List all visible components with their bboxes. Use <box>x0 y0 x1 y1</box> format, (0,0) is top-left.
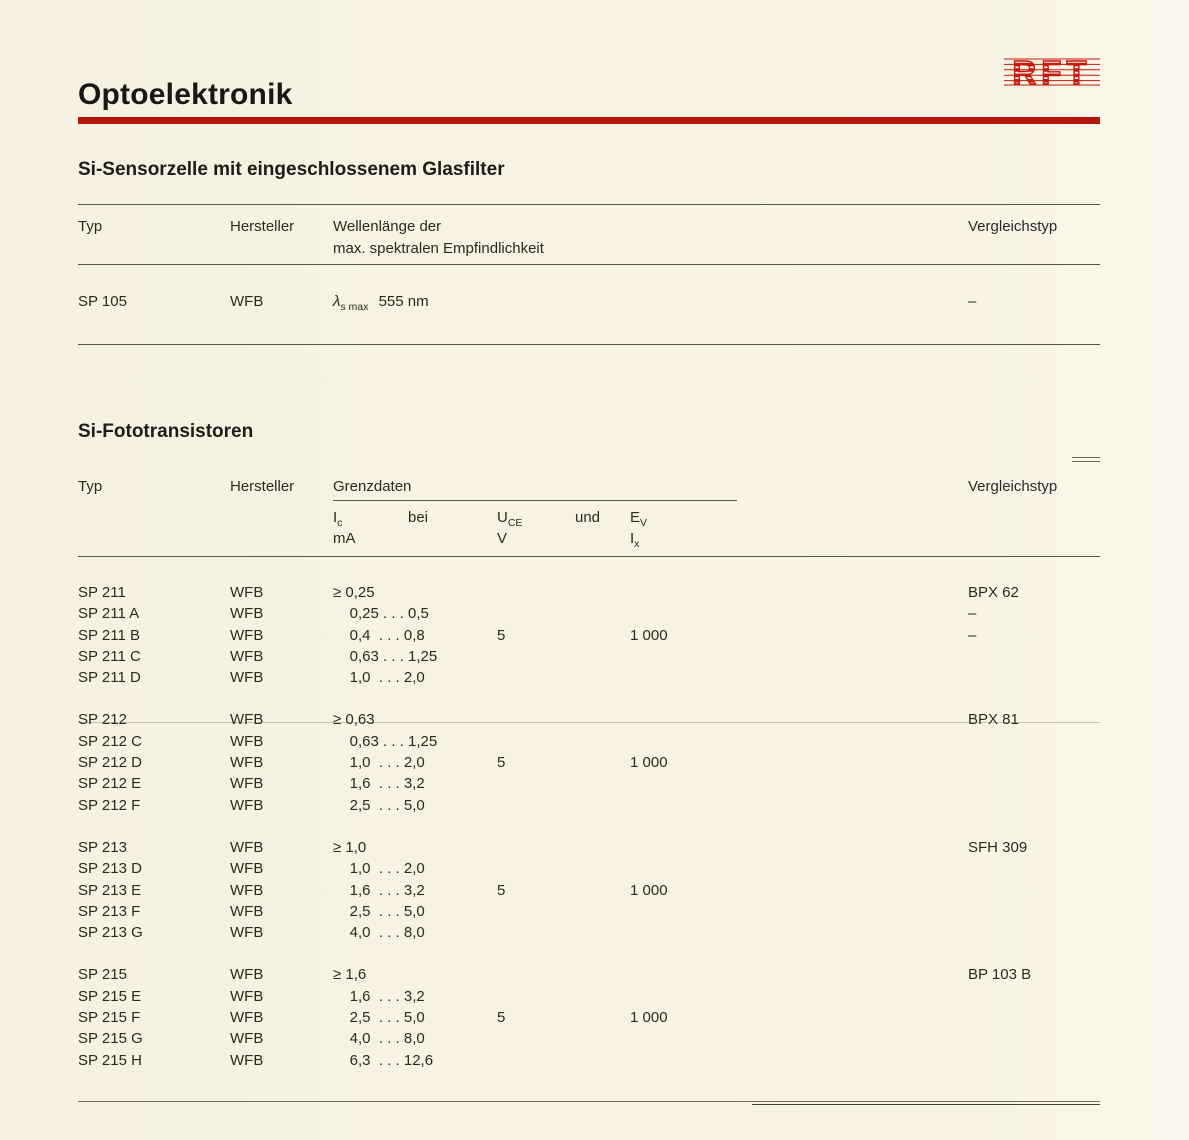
cell-ev <box>630 646 968 667</box>
cell-uce <box>497 837 630 858</box>
cell-ev <box>630 603 968 624</box>
cell-typ: SP 213 G <box>78 924 143 942</box>
cell-ev <box>630 922 968 943</box>
cell-typ: SP 212 <box>78 711 127 729</box>
cell-typ: SP 215 <box>78 966 127 984</box>
cell-vgl: – <box>968 626 977 644</box>
cell-ic: 2,5 . . . 5,0 <box>333 1009 425 1027</box>
cell-uce <box>497 901 630 922</box>
cell-vgl <box>968 1007 1100 1028</box>
table2-header-vergleichstyp: Vergleichstyp <box>968 478 1058 495</box>
cell-typ: SP 215 E <box>78 987 142 1005</box>
cell-typ: SP 211 <box>78 584 126 601</box>
cell-hersteller: WFB <box>230 711 264 729</box>
rft-logo-text: RFT <box>1012 54 1092 91</box>
table-row <box>78 582 1100 603</box>
cell-ic: 2,5 . . . 5,0 <box>333 902 425 920</box>
fototransistor-rows <box>78 582 1100 1092</box>
table-row <box>78 922 1100 943</box>
table1-top-rule <box>78 204 1100 205</box>
subheader-ev: $E_V$ <box>630 509 648 529</box>
cell-ic: 4,0 . . . 8,0 <box>333 1030 425 1048</box>
cell-ic: 0,63 . . . 1,25 <box>333 647 438 665</box>
table2-header-hersteller: Hersteller <box>230 478 295 495</box>
table-row <box>78 880 1100 901</box>
table2-header-grenzdaten: Grenzdaten <box>333 478 412 495</box>
cell-uce <box>497 582 630 603</box>
cell-ev <box>630 773 968 794</box>
cell-uce <box>497 964 630 985</box>
table1-row-wellenlaenge <box>333 293 429 313</box>
cell-hersteller: WFB <box>230 775 264 793</box>
cell-uce <box>497 731 630 752</box>
table-row <box>78 901 1100 922</box>
subheader-uce: $U_{CE}$ <box>497 509 523 529</box>
title-rule <box>78 117 1100 124</box>
cell-ev <box>630 858 968 879</box>
table1-header-vergleichstyp: Vergleichstyp <box>968 218 1058 235</box>
cell-typ: SP 213 D <box>78 860 142 878</box>
cell-hersteller: WFB <box>230 626 264 644</box>
cell-uce: 5 <box>497 1009 506 1027</box>
row-group <box>78 964 1100 1070</box>
cell-hersteller: WFB <box>230 881 264 899</box>
table1-header-hersteller: Hersteller <box>230 218 295 235</box>
cell-hersteller: WFB <box>230 732 264 750</box>
cell-ev <box>630 1028 968 1049</box>
cell-vgl <box>968 986 1100 1007</box>
cell-hersteller: WFB <box>230 647 264 665</box>
table-row <box>78 1028 1100 1049</box>
cell-vgl <box>968 858 1100 879</box>
cell-vgl: BPX 81 <box>968 711 1019 729</box>
cell-hersteller: WFB <box>230 902 264 920</box>
cell-vgl <box>968 752 1100 773</box>
section1-heading: Si-Sensorzelle mit eingeschlossenem Glasfilter <box>78 159 505 180</box>
cell-hersteller: WFB <box>230 966 264 984</box>
cell-ev <box>630 709 968 730</box>
cell-ev <box>630 986 968 1007</box>
table1-bottom-rule <box>78 344 1100 345</box>
cell-uce <box>497 773 630 794</box>
cell-ev: 1 000 <box>630 881 668 899</box>
cell-uce: 5 <box>497 754 506 772</box>
cell-ev: 1 000 <box>630 1009 668 1027</box>
lambda-symbol: λ <box>333 293 341 310</box>
table-row <box>78 986 1100 1007</box>
subheader-unit-v: V <box>497 530 508 547</box>
cell-ic: 0,25 . . . 0,5 <box>333 605 429 623</box>
cell-ic: 1,6 . . . 3,2 <box>333 987 425 1005</box>
table1-header-typ: Typ <box>78 218 103 235</box>
cell-typ: SP 211 B <box>78 626 140 644</box>
table1-row-vergleichstyp: – <box>968 293 977 310</box>
cell-ev <box>630 964 968 985</box>
cell-vgl <box>968 922 1100 943</box>
table1-row-hersteller: WFB <box>230 293 264 310</box>
table-row <box>78 858 1100 879</box>
cell-typ: SP 212 C <box>78 732 142 750</box>
cell-hersteller: WFB <box>230 987 264 1005</box>
cell-vgl <box>968 773 1100 794</box>
cell-hersteller: WFB <box>230 605 264 623</box>
table1-row-typ: SP 105 <box>78 293 127 310</box>
cell-ic: ≥ 1,0 <box>333 838 367 856</box>
cell-ic: ≥ 0,63 <box>333 711 375 729</box>
cell-typ: SP 212 F <box>78 796 141 814</box>
scan-artifact-line <box>78 722 1100 723</box>
table-row <box>78 1007 1100 1028</box>
cell-hersteller: WFB <box>230 796 264 814</box>
table1-header-wellenlaenge-1: Wellenlänge der <box>333 218 442 235</box>
cell-vgl <box>968 795 1100 816</box>
cell-hersteller: WFB <box>230 669 264 687</box>
cell-uce <box>497 986 630 1007</box>
cell-ev <box>630 837 968 858</box>
cell-ev: 1 000 <box>630 754 668 772</box>
page-bottom-rule-2 <box>752 1104 1100 1105</box>
cell-vgl <box>968 731 1100 752</box>
cell-ic: 2,5 . . . 5,0 <box>333 796 425 814</box>
cell-uce <box>497 795 630 816</box>
cell-uce <box>497 1050 630 1071</box>
cell-typ: SP 212 E <box>78 775 142 793</box>
cell-hersteller: WFB <box>230 754 264 772</box>
subheader-unit-lx: $I_x$ <box>630 530 640 550</box>
lambda-value: 555 nm <box>378 293 429 310</box>
cell-ic: 1,6 . . . 3,2 <box>333 881 425 899</box>
row-group <box>78 837 1100 943</box>
table-row <box>78 837 1100 858</box>
cell-vgl: SFH 309 <box>968 838 1028 856</box>
cell-vgl <box>968 667 1100 688</box>
subheader-unit-ma: mA <box>333 530 356 547</box>
cell-typ: SP 213 F <box>78 902 141 920</box>
cell-ev <box>630 731 968 752</box>
table-row <box>78 731 1100 752</box>
cell-ic: 1,0 . . . 2,0 <box>333 860 425 878</box>
cell-typ: SP 212 D <box>78 754 142 772</box>
table-row <box>78 646 1100 667</box>
cell-vgl: BP 103 B <box>968 966 1032 984</box>
cell-uce <box>497 922 630 943</box>
cell-ev <box>630 901 968 922</box>
cell-hersteller: WFB <box>230 838 264 856</box>
rft-logo-graphic <box>1002 52 1102 92</box>
cell-vgl <box>968 1050 1100 1071</box>
cell-ic: 1,0 . . . 2,0 <box>333 669 425 687</box>
cell-vgl <box>968 901 1100 922</box>
page-bottom-rule <box>78 1101 1100 1102</box>
table2-top-mark-2 <box>1072 461 1100 462</box>
cell-ic: 4,0 . . . 8,0 <box>333 924 425 942</box>
cell-ev <box>630 667 968 688</box>
cell-ic: ≥ 1,6 <box>333 966 367 984</box>
cell-uce <box>497 646 630 667</box>
table-row <box>78 773 1100 794</box>
cell-ic: 0,63 . . . 1,25 <box>333 732 438 750</box>
cell-ev: 1 000 <box>630 626 668 644</box>
cell-ic: 1,0 . . . 2,0 <box>333 754 425 772</box>
rft-logo <box>1002 52 1102 92</box>
table-row <box>78 752 1100 773</box>
cell-hersteller: WFB <box>230 860 264 878</box>
cell-ev <box>630 795 968 816</box>
cell-vgl: BPX 62 <box>968 584 1019 601</box>
subheader-und: und <box>575 509 601 526</box>
cell-vgl: – <box>968 605 977 623</box>
cell-ic: 6,3 . . . 12,6 <box>333 1051 434 1069</box>
cell-uce <box>497 709 630 730</box>
cell-typ: SP 213 <box>78 838 127 856</box>
cell-uce <box>497 603 630 624</box>
cell-ic: ≥ 0,25 <box>333 584 375 601</box>
subheader-bei: bei <box>408 509 429 526</box>
row-group <box>78 582 1100 688</box>
cell-typ: SP 215 H <box>78 1051 142 1069</box>
table2-header-typ: Typ <box>78 478 103 495</box>
cell-uce: 5 <box>497 626 506 644</box>
lambda-subscript: s max <box>340 300 369 313</box>
cell-uce <box>497 1028 630 1049</box>
cell-ev <box>630 582 968 603</box>
cell-typ: SP 215 F <box>78 1009 141 1027</box>
cell-vgl <box>968 880 1100 901</box>
table2-top-mark-1 <box>1072 457 1100 458</box>
table1-header-wellenlaenge-2: max. spektralen Empfindlichkeit <box>333 240 544 257</box>
page-title: Optoelektronik <box>78 78 293 111</box>
cell-ic: 0,4 . . . 0,8 <box>333 626 425 644</box>
table-row <box>78 1050 1100 1071</box>
cell-hersteller: WFB <box>230 1030 264 1048</box>
table-row <box>78 667 1100 688</box>
cell-vgl <box>968 1028 1100 1049</box>
cell-uce <box>497 858 630 879</box>
cell-uce: 5 <box>497 881 506 899</box>
cell-typ: SP 211 A <box>78 605 140 623</box>
cell-hersteller: WFB <box>230 1051 264 1069</box>
cell-typ: SP 211 D <box>78 669 141 687</box>
cell-vgl <box>968 646 1100 667</box>
subheader-ic: $I_c$ <box>333 509 343 529</box>
row-group <box>78 709 1100 815</box>
cell-ic: 1,6 . . . 3,2 <box>333 775 425 793</box>
cell-hersteller: WFB <box>230 924 264 942</box>
table-row <box>78 603 1100 624</box>
grenzdaten-underline <box>333 500 737 501</box>
cell-ev <box>630 1050 968 1071</box>
table2-header-rule <box>78 556 1100 557</box>
cell-typ: SP 215 G <box>78 1030 143 1048</box>
table-row <box>78 795 1100 816</box>
cell-typ: SP 211 C <box>78 647 141 665</box>
cell-uce <box>497 667 630 688</box>
cell-hersteller: WFB <box>230 1009 264 1027</box>
table-row <box>78 964 1100 985</box>
table-row <box>78 709 1100 730</box>
table1-header-rule <box>78 264 1100 265</box>
section2-heading: Si-Fototransistoren <box>78 421 254 442</box>
cell-typ: SP 213 E <box>78 881 142 899</box>
cell-hersteller: WFB <box>230 584 264 601</box>
table-row <box>78 625 1100 646</box>
